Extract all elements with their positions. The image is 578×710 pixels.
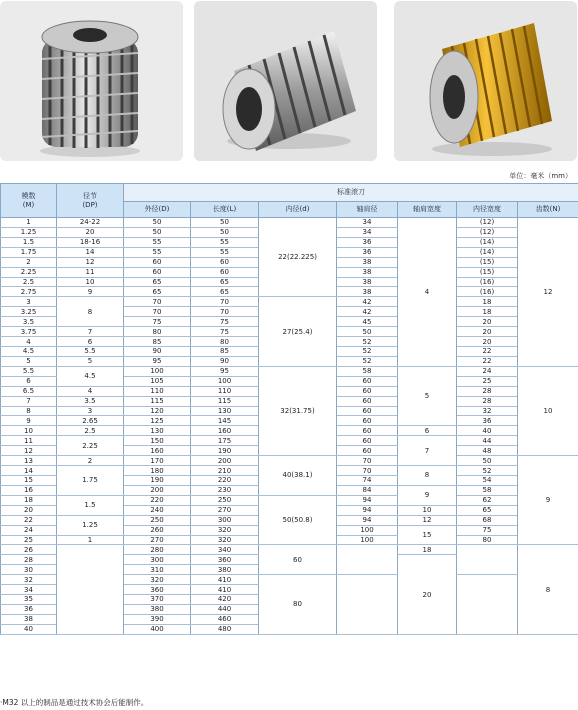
shoulder-diameter-cell: 58 — [337, 366, 398, 376]
bore-width-cell: 20 — [457, 317, 518, 327]
shoulder-diameter-cell: 60 — [337, 406, 398, 416]
module-cell: 2.75 — [1, 287, 57, 297]
bore-width-cell: (15) — [457, 267, 518, 277]
module-cell: 1.25 — [1, 227, 57, 237]
bore-width-cell: 75 — [457, 525, 518, 535]
bore-width-cell: 18 — [457, 297, 518, 307]
outer-diameter-cell: 60 — [124, 257, 191, 267]
module-cell: 8 — [1, 406, 57, 416]
bore-width-cell: 28 — [457, 396, 518, 406]
outer-diameter-cell: 50 — [124, 227, 191, 237]
module-cell: 6.5 — [1, 386, 57, 396]
dp-cell: 4 — [57, 386, 124, 396]
bore-width-cell: 20 — [457, 337, 518, 347]
shoulder-diameter-cell: 84 — [337, 485, 398, 495]
shoulder-diameter-cell: 38 — [337, 277, 398, 287]
dp-cell: 10 — [57, 277, 124, 287]
teeth-cell: 8 — [518, 545, 578, 634]
bore-width-cell: 32 — [457, 406, 518, 416]
module-cell: 5.5 — [1, 366, 57, 376]
dp-cell: 9 — [57, 287, 124, 297]
dp-cell: 2.5 — [57, 426, 124, 436]
shoulder-width-cell: 5 — [398, 366, 457, 426]
length-cell: 190 — [191, 446, 259, 456]
shoulder-width-cell: 12 — [398, 515, 457, 525]
outer-diameter-cell: 65 — [124, 287, 191, 297]
length-cell: 70 — [191, 297, 259, 307]
module-cell: 40 — [1, 624, 57, 634]
length-cell: 220 — [191, 475, 259, 485]
dp-cell: 2.65 — [57, 416, 124, 426]
shoulder-diameter-cell: 70 — [337, 456, 398, 466]
teeth-cell: 12 — [518, 218, 578, 367]
shoulder-diameter-cell: 60 — [337, 436, 398, 446]
module-cell: 18 — [1, 495, 57, 505]
shoulder-diameter-cell: 60 — [337, 426, 398, 436]
shoulder-diameter-cell: 42 — [337, 307, 398, 317]
outer-diameter-cell: 75 — [124, 317, 191, 327]
module-cell: 32 — [1, 575, 57, 585]
shoulder-diameter-cell: 100 — [337, 525, 398, 535]
table-row — [1, 456, 578, 466]
outer-diameter-cell: 55 — [124, 237, 191, 247]
module-cell: 3.25 — [1, 307, 57, 317]
module-cell: 9 — [1, 416, 57, 426]
length-cell: 380 — [191, 565, 259, 575]
length-cell: 420 — [191, 595, 259, 605]
bore-width-cell: (16) — [457, 287, 518, 297]
length-cell: 60 — [191, 267, 259, 277]
outer-diameter-cell: 50 — [124, 218, 191, 228]
outer-diameter-cell: 250 — [124, 515, 191, 525]
module-cell: 26 — [1, 545, 57, 555]
shoulder-diameter-cell: 42 — [337, 297, 398, 307]
shoulder-width-cell: 4 — [398, 218, 457, 367]
bore-width-cell: (15) — [457, 257, 518, 267]
header-length: 长度(L) — [191, 202, 259, 218]
length-cell: 55 — [191, 247, 259, 257]
outer-diameter-cell: 85 — [124, 337, 191, 347]
bore-width-cell: 80 — [457, 535, 518, 545]
bore-cell: 50(50.8) — [259, 495, 337, 545]
shoulder-diameter-cell: 70 — [337, 466, 398, 476]
outer-diameter-cell: 125 — [124, 416, 191, 426]
outer-diameter-cell: 70 — [124, 297, 191, 307]
table-row — [1, 297, 578, 307]
bore-cell: 22(22.225) — [259, 218, 337, 297]
module-cell: 24 — [1, 525, 57, 535]
dp-cell: 1.75 — [57, 466, 124, 496]
outer-diameter-cell: 400 — [124, 624, 191, 634]
bore-cell: 80 — [259, 575, 337, 635]
shoulder-diameter-cell: 50 — [337, 327, 398, 337]
length-cell: 160 — [191, 426, 259, 436]
shoulder-width-cell: 18 — [398, 545, 457, 555]
length-cell: 175 — [191, 436, 259, 446]
dp-cell: 11 — [57, 267, 124, 277]
module-cell: 7 — [1, 396, 57, 406]
outer-diameter-cell: 65 — [124, 277, 191, 287]
dp-cell: 8 — [57, 297, 124, 327]
length-cell: 270 — [191, 505, 259, 515]
bore-width-cell: 25 — [457, 376, 518, 386]
table-row — [1, 545, 578, 555]
shoulder-diameter-cell: 60 — [337, 416, 398, 426]
length-cell: 440 — [191, 604, 259, 614]
module-cell: 2 — [1, 257, 57, 267]
module-cell: 20 — [1, 505, 57, 515]
bore-width-cell: 18 — [457, 307, 518, 317]
dp-cell: 14 — [57, 247, 124, 257]
bore-width-cell — [457, 575, 518, 635]
length-cell: 340 — [191, 545, 259, 555]
bore-width-cell: (14) — [457, 237, 518, 247]
bore-width-cell: 24 — [457, 366, 518, 376]
length-cell: 460 — [191, 614, 259, 624]
shoulder-diameter-cell: 36 — [337, 247, 398, 257]
outer-diameter-cell: 55 — [124, 247, 191, 257]
footnote: ·M32 以上的制品是通过技术协会后能制作。 — [0, 698, 149, 707]
outer-diameter-cell: 270 — [124, 535, 191, 545]
bore-width-cell: 22 — [457, 346, 518, 356]
header-dp: 径节 (DP) — [57, 184, 124, 218]
unit-label: 单位：毫米（mm） — [509, 172, 572, 180]
outer-diameter-cell: 390 — [124, 614, 191, 624]
dp-cell: 2.25 — [57, 436, 124, 456]
shoulder-diameter-cell: 60 — [337, 376, 398, 386]
shoulder-diameter-cell: 52 — [337, 337, 398, 347]
dp-cell — [57, 545, 124, 634]
module-cell: 13 — [1, 456, 57, 466]
outer-diameter-cell: 360 — [124, 585, 191, 595]
bore-width-cell: 36 — [457, 416, 518, 426]
header-teeth: 齿数(N) — [518, 202, 578, 218]
table-row — [1, 495, 578, 505]
hob-photo-silver-small — [0, 1, 183, 161]
bore-width-cell: (12) — [457, 218, 518, 228]
module-cell: 3 — [1, 297, 57, 307]
shoulder-diameter-cell: 38 — [337, 267, 398, 277]
outer-diameter-cell: 110 — [124, 386, 191, 396]
dp-cell: 4.5 — [57, 366, 124, 386]
bore-width-cell: 68 — [457, 515, 518, 525]
length-cell: 410 — [191, 585, 259, 595]
product-photos — [0, 0, 578, 165]
header-bore: 内径(d) — [259, 202, 337, 218]
outer-diameter-cell: 320 — [124, 575, 191, 585]
shoulder-diameter-cell — [337, 545, 398, 575]
header-bore-width: 内径宽度 — [457, 202, 518, 218]
outer-diameter-cell: 170 — [124, 456, 191, 466]
length-cell: 65 — [191, 287, 259, 297]
dp-cell: 6 — [57, 337, 124, 347]
outer-diameter-cell: 180 — [124, 466, 191, 476]
dp-cell: 20 — [57, 227, 124, 237]
shoulder-diameter-cell: 94 — [337, 515, 398, 525]
shoulder-diameter-cell: 34 — [337, 227, 398, 237]
module-cell: 1.75 — [1, 247, 57, 257]
bore-cell: 32(31.75) — [259, 366, 337, 455]
length-cell: 95 — [191, 366, 259, 376]
teeth-cell: 10 — [518, 366, 578, 455]
module-cell: 35 — [1, 595, 57, 605]
length-cell: 250 — [191, 495, 259, 505]
dp-cell: 5 — [57, 356, 124, 366]
length-cell: 110 — [191, 386, 259, 396]
dp-cell: 12 — [57, 257, 124, 267]
bore-width-cell: 44 — [457, 436, 518, 446]
header-shoulder-diameter: 轴肩径 — [337, 202, 398, 218]
header-standard-hob: 标准滚刀 — [124, 184, 578, 202]
length-cell: 145 — [191, 416, 259, 426]
module-cell: 6 — [1, 376, 57, 386]
length-cell: 75 — [191, 327, 259, 337]
shoulder-diameter-cell: 60 — [337, 386, 398, 396]
length-cell: 210 — [191, 466, 259, 476]
shoulder-diameter-cell: 52 — [337, 346, 398, 356]
length-cell: 480 — [191, 624, 259, 634]
bore-width-cell: 28 — [457, 386, 518, 396]
outer-diameter-cell: 240 — [124, 505, 191, 515]
outer-diameter-cell: 95 — [124, 356, 191, 366]
module-cell: 28 — [1, 555, 57, 565]
outer-diameter-cell: 115 — [124, 396, 191, 406]
outer-diameter-cell: 280 — [124, 545, 191, 555]
shoulder-width-cell: 15 — [398, 525, 457, 545]
outer-diameter-cell: 130 — [124, 426, 191, 436]
dp-cell: 24-22 — [57, 218, 124, 228]
shoulder-diameter-cell: 74 — [337, 475, 398, 485]
bore-width-cell: 48 — [457, 446, 518, 456]
shoulder-diameter-cell: 94 — [337, 505, 398, 515]
shoulder-diameter-cell: 100 — [337, 535, 398, 545]
outer-diameter-cell: 60 — [124, 267, 191, 277]
length-cell: 230 — [191, 485, 259, 495]
bore-width-cell: (12) — [457, 227, 518, 237]
outer-diameter-cell: 260 — [124, 525, 191, 535]
module-cell: 4.5 — [1, 346, 57, 356]
dp-cell: 5.5 — [57, 346, 124, 356]
length-cell: 50 — [191, 227, 259, 237]
module-cell: 2.25 — [1, 267, 57, 277]
length-cell: 300 — [191, 515, 259, 525]
outer-diameter-cell: 310 — [124, 565, 191, 575]
module-cell: 2.5 — [1, 277, 57, 287]
table-row — [1, 218, 578, 228]
module-cell: 5 — [1, 356, 57, 366]
length-cell: 50 — [191, 218, 259, 228]
shoulder-diameter-cell: 94 — [337, 495, 398, 505]
length-cell: 75 — [191, 317, 259, 327]
bore-width-cell: 62 — [457, 495, 518, 505]
shoulder-width-cell: 6 — [398, 426, 457, 436]
outer-diameter-cell: 160 — [124, 446, 191, 456]
module-cell: 10 — [1, 426, 57, 436]
hob-spec-table — [0, 183, 578, 635]
dp-cell: 3 — [57, 406, 124, 416]
module-cell: 3.75 — [1, 327, 57, 337]
length-cell: 100 — [191, 376, 259, 386]
shoulder-diameter-cell: 38 — [337, 287, 398, 297]
bore-cell: 40(38.1) — [259, 456, 337, 496]
bore-width-cell: 50 — [457, 456, 518, 466]
length-cell: 90 — [191, 356, 259, 366]
length-cell: 65 — [191, 277, 259, 287]
bore-width-cell: (14) — [457, 247, 518, 257]
hob-photo-silver-large — [194, 1, 377, 161]
length-cell: 410 — [191, 575, 259, 585]
teeth-cell: 9 — [518, 456, 578, 545]
bore-width-cell: 52 — [457, 466, 518, 476]
shoulder-width-cell: 20 — [398, 555, 457, 634]
outer-diameter-cell: 120 — [124, 406, 191, 416]
length-cell: 80 — [191, 337, 259, 347]
header-outer-diameter: 外径(D) — [124, 202, 191, 218]
outer-diameter-cell: 80 — [124, 327, 191, 337]
outer-diameter-cell: 200 — [124, 485, 191, 495]
module-cell: 34 — [1, 585, 57, 595]
outer-diameter-cell: 370 — [124, 595, 191, 605]
outer-diameter-cell: 380 — [124, 604, 191, 614]
bore-width-cell: 40 — [457, 426, 518, 436]
module-cell: 30 — [1, 565, 57, 575]
outer-diameter-cell: 105 — [124, 376, 191, 386]
outer-diameter-cell: 190 — [124, 475, 191, 485]
module-cell: 3.5 — [1, 317, 57, 327]
length-cell: 115 — [191, 396, 259, 406]
shoulder-width-cell: 10 — [398, 505, 457, 515]
hob-photo-tin-coated — [394, 1, 577, 161]
module-cell: 11 — [1, 436, 57, 446]
length-cell: 360 — [191, 555, 259, 565]
table-body — [1, 218, 578, 635]
module-cell: 22 — [1, 515, 57, 525]
bore-width-cell — [457, 545, 518, 575]
dp-cell: 18-16 — [57, 237, 124, 247]
module-cell: 12 — [1, 446, 57, 456]
bore-width-cell: 20 — [457, 327, 518, 337]
shoulder-diameter-cell: 36 — [337, 237, 398, 247]
length-cell: 60 — [191, 257, 259, 267]
bore-width-cell: (16) — [457, 277, 518, 287]
bore-width-cell: 54 — [457, 475, 518, 485]
module-cell: 15 — [1, 475, 57, 485]
outer-diameter-cell: 100 — [124, 366, 191, 376]
outer-diameter-cell: 150 — [124, 436, 191, 446]
shoulder-width-cell: 9 — [398, 485, 457, 505]
module-cell: 25 — [1, 535, 57, 545]
header-shoulder-width: 轴肩宽度 — [398, 202, 457, 218]
module-cell: 14 — [1, 466, 57, 476]
outer-diameter-cell: 300 — [124, 555, 191, 565]
module-cell: 36 — [1, 604, 57, 614]
dp-cell: 3.5 — [57, 396, 124, 406]
shoulder-diameter-cell: 60 — [337, 446, 398, 456]
bore-width-cell: 58 — [457, 485, 518, 495]
shoulder-diameter-cell — [337, 575, 398, 635]
outer-diameter-cell: 220 — [124, 495, 191, 505]
module-cell: 1.5 — [1, 237, 57, 247]
dp-cell: 1.25 — [57, 515, 124, 535]
table-row — [1, 366, 578, 376]
shoulder-diameter-cell: 34 — [337, 218, 398, 228]
module-cell: 38 — [1, 614, 57, 624]
length-cell: 70 — [191, 307, 259, 317]
length-cell: 85 — [191, 346, 259, 356]
shoulder-diameter-cell: 45 — [337, 317, 398, 327]
shoulder-width-cell: 8 — [398, 466, 457, 486]
dp-cell: 7 — [57, 327, 124, 337]
outer-diameter-cell: 70 — [124, 307, 191, 317]
bore-cell: 60 — [259, 545, 337, 575]
header-module: 模数 (M) — [1, 184, 57, 218]
shoulder-width-cell: 7 — [398, 436, 457, 466]
module-cell: 4 — [1, 337, 57, 347]
length-cell: 320 — [191, 525, 259, 535]
bore-cell: 27(25.4) — [259, 297, 337, 366]
shoulder-diameter-cell: 38 — [337, 257, 398, 267]
outer-diameter-cell: 90 — [124, 346, 191, 356]
module-cell: 16 — [1, 485, 57, 495]
bore-width-cell: 22 — [457, 356, 518, 366]
module-cell: 1 — [1, 218, 57, 228]
length-cell: 200 — [191, 456, 259, 466]
dp-cell: 1.5 — [57, 495, 124, 515]
length-cell: 55 — [191, 237, 259, 247]
length-cell: 130 — [191, 406, 259, 416]
shoulder-diameter-cell: 52 — [337, 356, 398, 366]
dp-cell: 1 — [57, 535, 124, 545]
dp-cell: 2 — [57, 456, 124, 466]
length-cell: 320 — [191, 535, 259, 545]
shoulder-diameter-cell: 60 — [337, 396, 398, 406]
bore-width-cell: 65 — [457, 505, 518, 515]
